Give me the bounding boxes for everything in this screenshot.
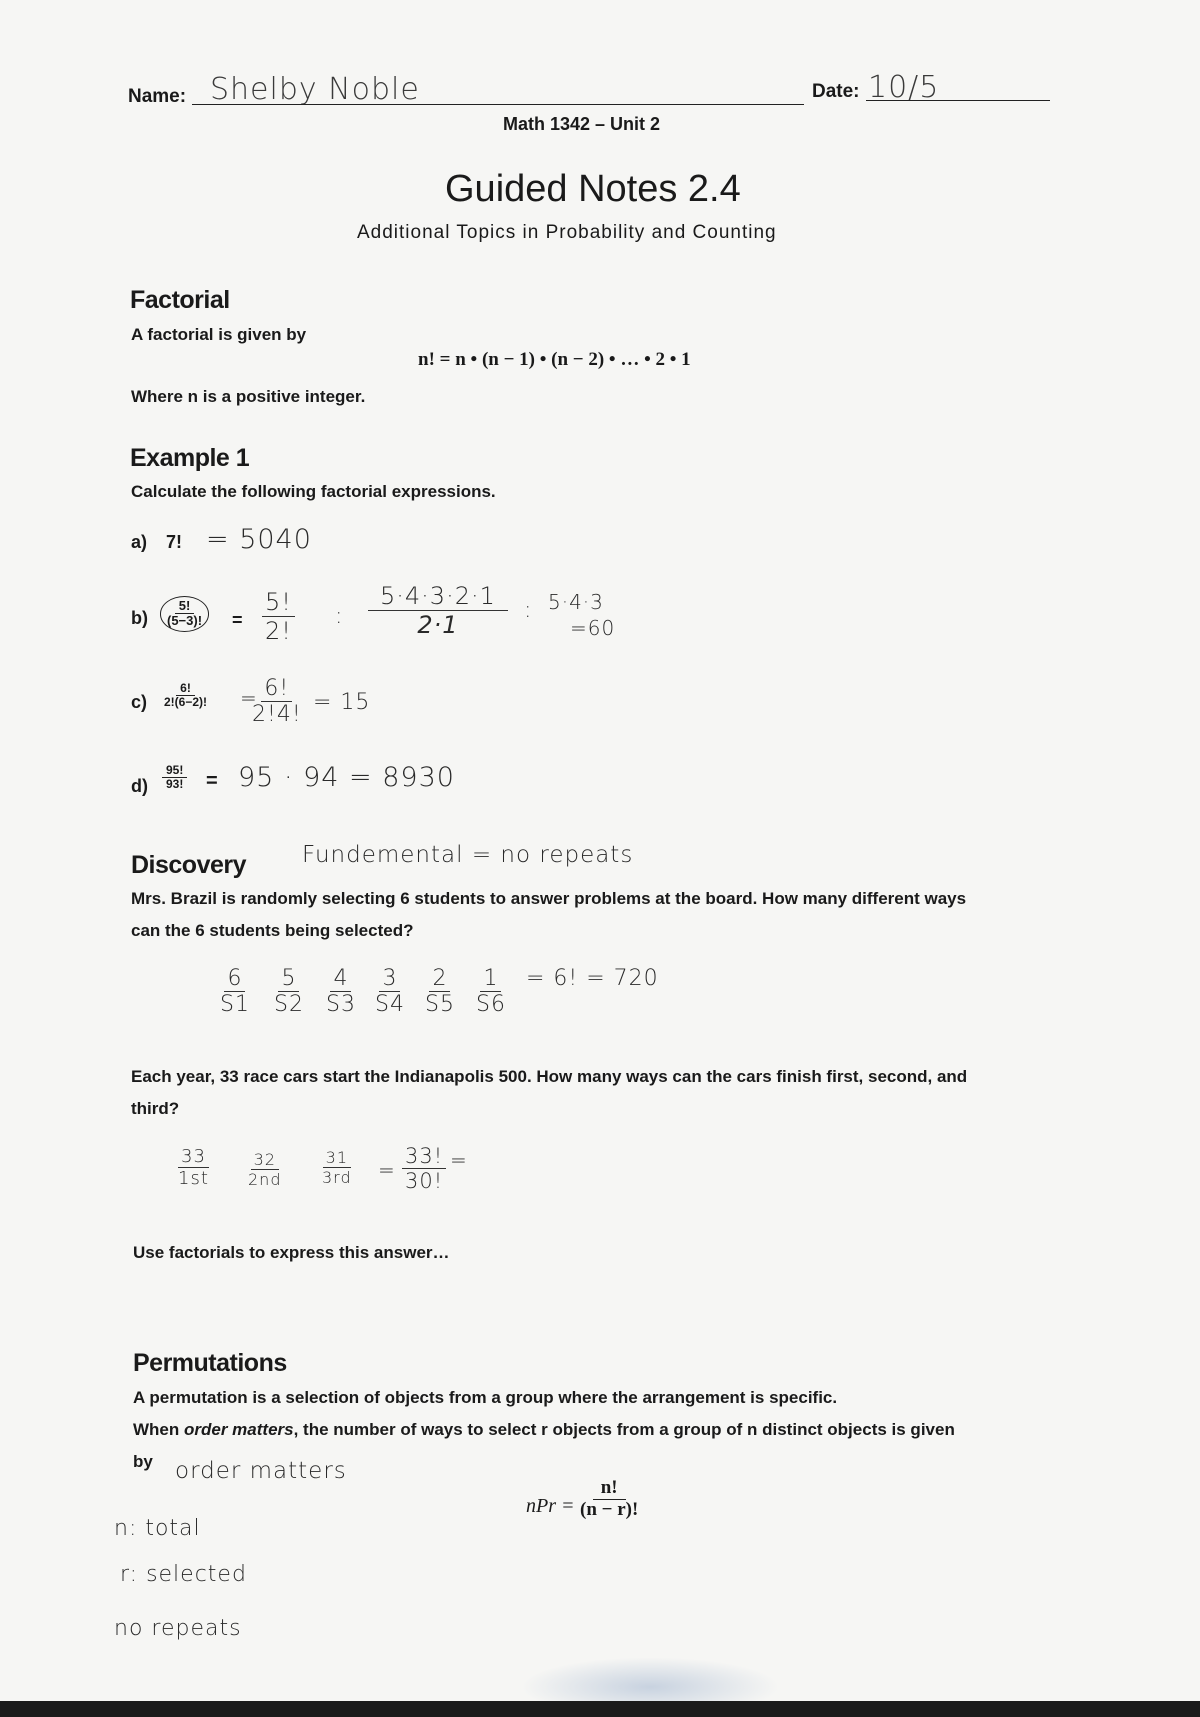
item-c-work-den: 2!4!	[252, 702, 302, 727]
date-value: 10/5	[868, 70, 940, 105]
race-slot	[178, 1146, 209, 1189]
scan-edge	[0, 1701, 1200, 1717]
item-d-denominator: 93!	[166, 777, 184, 792]
slot-count: 3	[379, 966, 400, 992]
race-slot-label: 2nd	[248, 1170, 282, 1189]
student-slot	[425, 966, 455, 1017]
item-a-label: a)	[131, 532, 148, 552]
student-slot	[375, 966, 405, 1017]
race-slot-count: 32	[251, 1150, 279, 1170]
slot-count: 6	[224, 966, 245, 992]
item-b-colon-1: :	[335, 604, 344, 629]
item-c-label: c)	[131, 692, 148, 712]
item-a-expr: 7!	[166, 532, 183, 552]
slot-label: S5	[425, 992, 455, 1017]
example1-heading: Example 1	[130, 444, 250, 472]
slot-label: S1	[220, 992, 250, 1017]
item-c-result: = 15	[313, 690, 371, 715]
discovery-note: Fundemental = no repeats	[302, 842, 634, 868]
permutations-heading: Permutations	[133, 1349, 287, 1377]
item-d-fraction	[162, 764, 187, 791]
item-b-numerator: 5!	[175, 599, 195, 614]
item-b-equals: =	[232, 610, 243, 630]
permutation-formula-lhs: nPr =	[526, 1495, 575, 1517]
factorial-formula: n! = n • (n − 1) • (n − 2) • … • 2 • 1	[418, 349, 691, 370]
item-b-work-1-den: 2!	[265, 617, 292, 645]
course-label: Math 1342 – Unit 2	[503, 114, 661, 134]
name-label: Name:	[128, 86, 187, 107]
item-b-result: =60	[570, 616, 616, 640]
race-fraction-num: 33!	[402, 1144, 446, 1169]
permutation-when	[133, 1420, 955, 1440]
hw-order-matters: order matters	[175, 1458, 347, 1484]
discovery-question-2: Each year, 33 race cars start the Indianapolis 500. How many ways can the cars finish first, second, and	[131, 1067, 968, 1086]
permutation-when-post: , the number of ways to select r objects from a group of n distinct objects is given	[293, 1420, 955, 1439]
item-b-work-1	[262, 588, 295, 645]
item-b-work-3: 5·4·3	[548, 590, 604, 614]
student-slot	[326, 966, 356, 1017]
race-fraction-den: 30!	[405, 1169, 444, 1193]
hw-note-repeats: no repeats	[114, 1616, 242, 1641]
permutation-definition-pre: A	[133, 1388, 150, 1407]
item-c-numerator: 6!	[176, 682, 195, 696]
item-c-work-num: 6!	[261, 676, 292, 702]
slot-count: 5	[278, 966, 299, 992]
item-d-equals: =	[206, 770, 218, 792]
use-factorials-note: Use factorials to express this answer…	[133, 1243, 450, 1262]
example1-instruction: Calculate the following factorial expressions.	[131, 482, 496, 501]
permutation-formula-den: (n − r)!	[580, 1498, 639, 1520]
item-d-work: 95 · 94 = 8930	[238, 762, 455, 793]
item-d-numerator: 95!	[162, 764, 187, 778]
race-slot-count: 31	[323, 1148, 351, 1168]
date-label: Date:	[812, 81, 860, 102]
race-slot-label: 3rd	[322, 1168, 352, 1187]
hw-note-n: n: total	[114, 1516, 201, 1541]
student-slot	[220, 966, 250, 1017]
student-slots-result: = 6! = 720	[526, 966, 659, 991]
date-underline	[866, 100, 1050, 101]
permutation-term: permutation	[149, 1388, 248, 1407]
permutation-definition	[133, 1388, 837, 1408]
discovery-question-2b: third?	[131, 1099, 180, 1118]
race-equals: =	[378, 1158, 396, 1182]
permutation-when-pre: When	[133, 1420, 184, 1439]
name-value: Shelby Noble	[210, 72, 420, 107]
page-title: Guided Notes 2.4	[445, 168, 741, 210]
item-b-fraction	[160, 596, 209, 632]
slot-label: S4	[375, 992, 405, 1017]
item-a-work: = 5040	[206, 524, 312, 555]
item-c-denominator: 2!(6−2)!	[164, 695, 208, 710]
item-d-label: d)	[131, 776, 148, 796]
factorial-heading: Factorial	[130, 286, 230, 314]
permutation-when-emphasis: order matters	[184, 1420, 294, 1439]
slot-label: S2	[274, 992, 304, 1017]
item-b-work-1-num: 5!	[262, 588, 295, 617]
slot-count: 4	[330, 966, 351, 992]
factorial-intro: A factorial is given by	[131, 325, 307, 344]
item-c-equals: =	[240, 686, 258, 710]
race-slot	[322, 1148, 352, 1187]
discovery-question-1b: can the 6 students being selected?	[131, 921, 414, 940]
factorial-where: Where n is a positive integer.	[131, 387, 366, 406]
slot-count: 2	[429, 966, 450, 992]
discovery-heading: Discovery	[131, 851, 247, 879]
item-b-colon-2: :	[524, 598, 533, 623]
hw-note-r: r: selected	[120, 1562, 247, 1587]
race-slot-label: 1st	[178, 1168, 209, 1189]
item-b-work-2-den: 2·1	[417, 611, 459, 639]
permutation-formula-fraction	[580, 1478, 638, 1521]
race-trailing-equals: =	[450, 1148, 468, 1172]
student-slot	[476, 966, 506, 1017]
race-fraction	[402, 1144, 446, 1193]
slot-count: 1	[480, 966, 501, 992]
student-slot	[274, 966, 304, 1017]
slot-label: S6	[476, 992, 506, 1017]
item-b-work-2-num: 5·4·3·2·1	[368, 582, 508, 611]
slot-label: S3	[326, 992, 356, 1017]
item-b-denominator: (5−3)!	[167, 613, 203, 629]
permutation-definition-post: is a selection of objects from a group where the arrangement is specific.	[247, 1388, 838, 1407]
page-subtitle: Additional Topics in Probability and Counting	[357, 222, 777, 243]
permutation-formula-num: n!	[593, 1478, 626, 1500]
discovery-question-1: Mrs. Brazil is randomly selecting 6 students to answer problems at the board. How many different ways	[131, 889, 967, 908]
item-c-work	[252, 676, 302, 727]
race-slot-count: 33	[178, 1146, 209, 1168]
item-b-label: b)	[131, 608, 148, 628]
race-slot	[248, 1150, 281, 1189]
name-underline	[192, 104, 804, 105]
permutation-by: by	[133, 1452, 153, 1471]
item-b-work-2	[368, 582, 508, 639]
item-c-fraction	[164, 682, 207, 709]
